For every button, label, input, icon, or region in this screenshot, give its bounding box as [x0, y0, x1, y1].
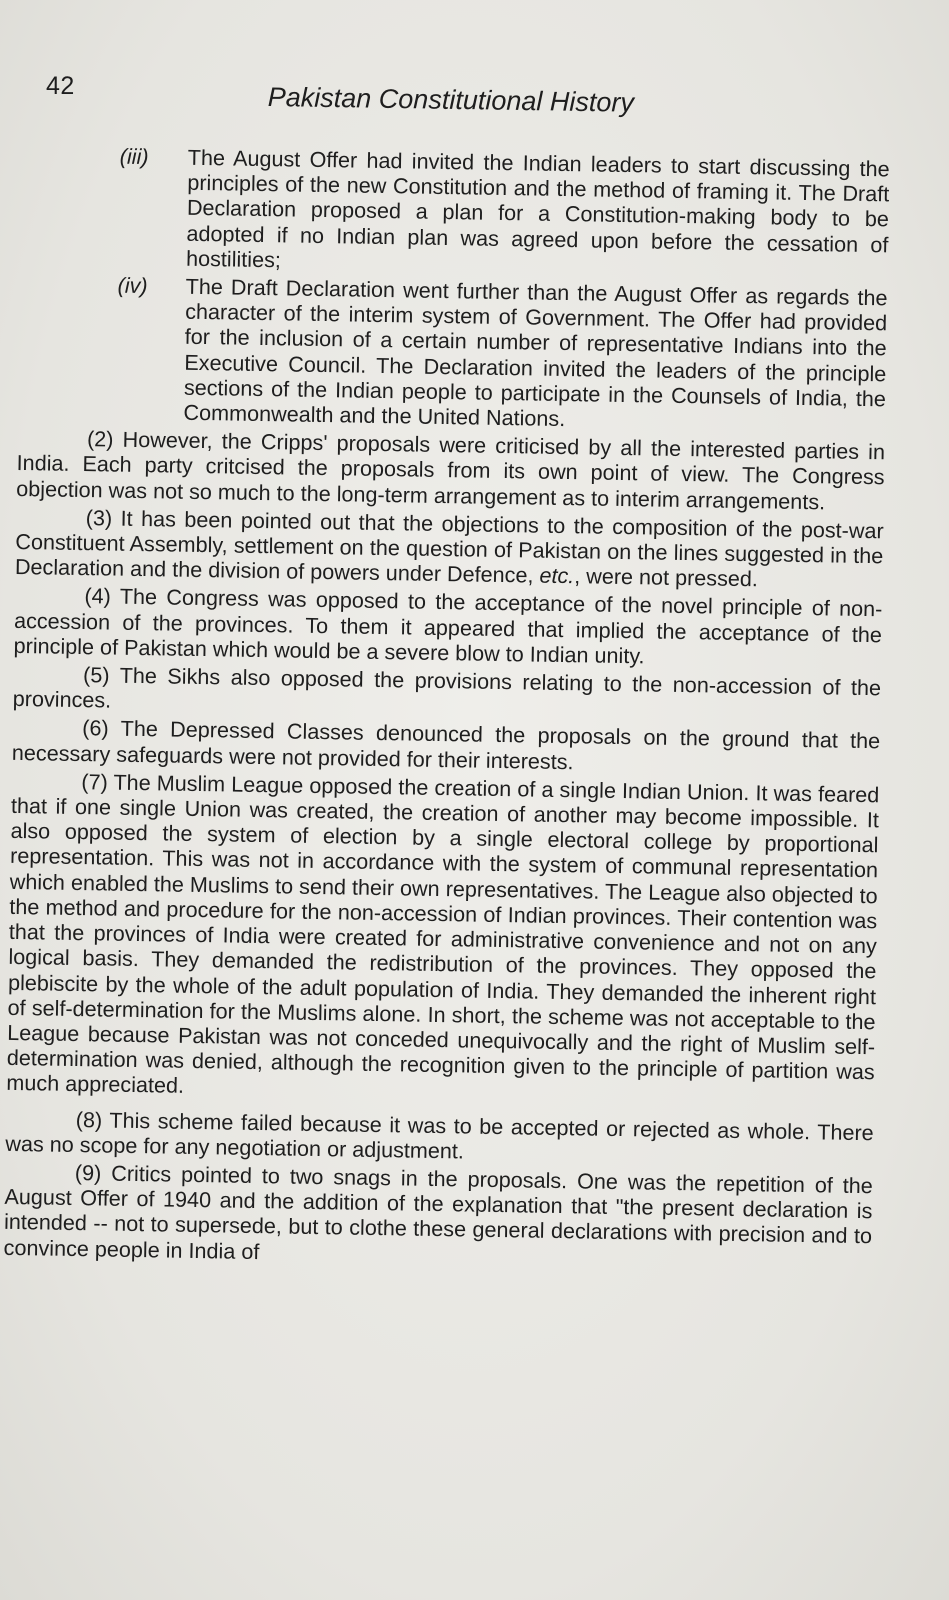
- paragraph-2: (2) However, the Cripps' proposals were criticised by all the interested parties in India. Each party critcised the proposals from its own point of view. The Congress objection was not so much to the long-term arrangement as to interim arrangements.: [16, 426, 886, 515]
- list-item-text: The Draft Declaration went further than the August Offer as regards the character of the interim system of Government. The Offer had provided for the inclusion of a certain number of representative Indians into the Executive Council. The Declaration invited the leaders of the principle sections of the Indian people to participate in the Counsels of India, the Commonwealth and the United Nations.: [183, 273, 888, 432]
- running-title: Pakistan Constitutional History: [267, 82, 635, 118]
- paragraph-6: (6) The Depressed Classes denounced the proposals on the ground that the necessary safeguards were not provided for their interests.: [11, 715, 881, 774]
- page-body: [3, 142, 889, 1277]
- list-item: [17, 271, 887, 437]
- paragraph-3-text: (3) It has been pointed out that the objections to the composition of the post-war Constituent Assembly, settlement on the question of Pakistan on the lines suggested in the Declaration and the division of powers under Defence,: [14, 504, 884, 588]
- list-item-text: The August Offer had invited the Indian leaders to start discussing the principles of the new Constitution and the method of framing it. The Draft Declaration proposed a plan for a Constitution-making body to be adopted if no Indian plan was agreed upon before the cessation of hostilities;: [185, 144, 890, 273]
- list-item: [20, 142, 890, 282]
- paragraph-3: [15, 504, 884, 594]
- paragraph-3-etc: etc.: [539, 562, 575, 589]
- paragraph-7: (7) The Muslim League opposed the creation of a single Indian Union. It was feared that if one single Union was created, the creation of another may become impossible. It also opposed the system of election by a single electoral college by proportional representation. This was not in accordance with the system of communal representation which enabled the Muslims to send their own representatives. The League also objected to the method and procedure for the non-accession of Indian provinces. Their contention was that the provinces of India were created for administrative convenience and not on any logical basis. They demanded the redistribution of the provinces. They opposed the plebiscite by the whole of the adult population of India. They demanded the inherent right of self-determination for the Muslims alone. In short, the scheme was not acceptable to the League because Pakistan was not conceded unequivocally and the right of Muslim self-determination was denied, although the recognition given to the principle of partition was much appreciated.: [6, 768, 880, 1099]
- paragraph-5: (5) The Sikhs also opposed the provisions relating to the non-accession of the provinces.: [12, 662, 882, 713]
- paragraph-9: (9) Critics pointed to two snags in the proposals. One was the repetition of the August Offer of 1940 and the addition of the explanation that "the present declaration is intended -- not to supersede, but to clothe these general declarations with precision and to convince people in India of: [3, 1159, 874, 1264]
- list-item-marker: (iii): [119, 143, 149, 170]
- paragraph-8: (8) This scheme failed because it was to be accepted or rejected as whole. There was no scope for any negotiation or adjustment.: [5, 1106, 874, 1164]
- list-item-marker: (iv): [117, 272, 148, 299]
- paragraph-4: (4) The Congress was opposed to the acceptance of the novel principle of non-accession of the provinces. To them it appeared that implied the acceptance of the principle of Pakistan which would be a severe blow to Indian unity.: [13, 583, 883, 669]
- page-number: 42: [46, 72, 75, 100]
- paragraph-3-tail: , were not pressed.: [574, 563, 759, 592]
